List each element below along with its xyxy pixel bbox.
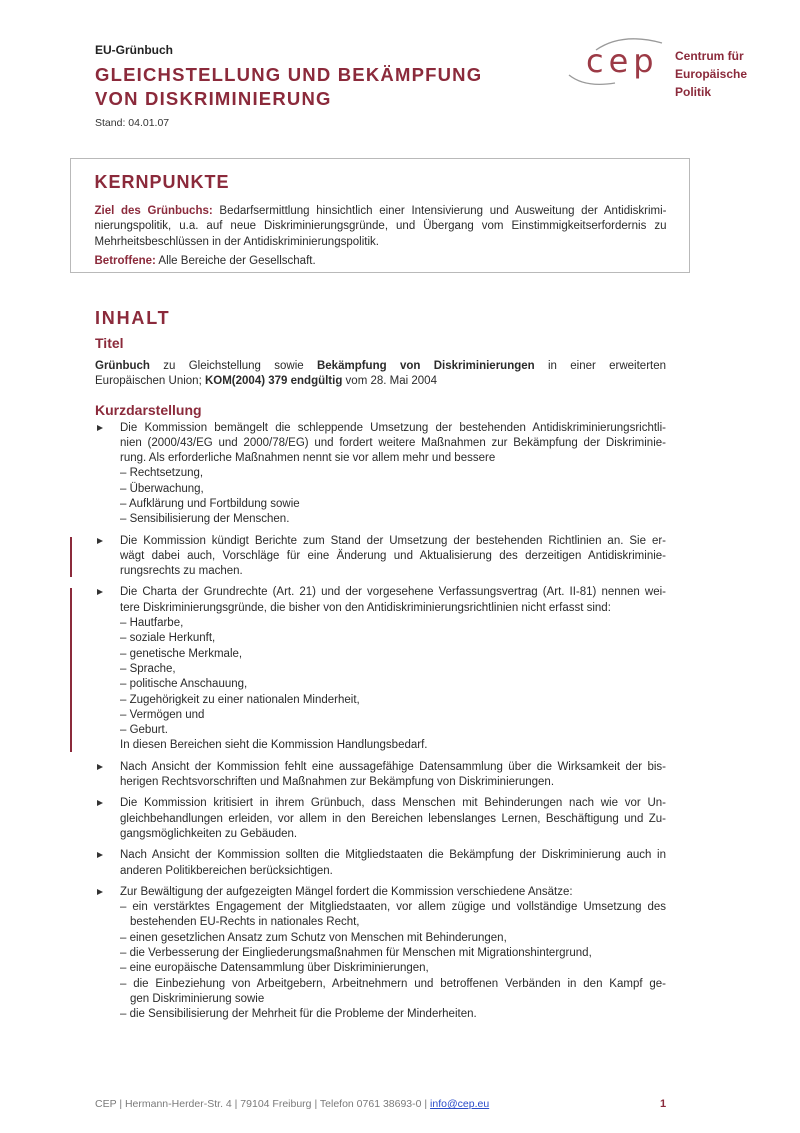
- title-line: GLEICHSTELLUNG UND BEKÄMPFUNG: [95, 64, 483, 85]
- bullet-text-line: Zur Bewältigung der aufgezeigten Mängel fordert die Kommission verschiedene Ansätze:: [120, 885, 573, 898]
- bullet-sub-item-line: – die Einbeziehung von Arbeitgebern, Arbeitnehmern und betroffenen Verbänden in den Kampf ge-: [120, 977, 666, 990]
- goal-paragraph: [95, 204, 667, 250]
- bullet-sub-item-line: – Sensibilisierung der Menschen.: [120, 513, 290, 526]
- title-subheading: Titel: [95, 335, 124, 351]
- summary-bullet: [95, 796, 666, 842]
- bullet-text-line: Die Kommission bemängelt die schleppende Umsetzung der bestehenden Antidiskriminierungsrichtli-: [120, 421, 666, 434]
- revision-bar: [70, 537, 72, 578]
- bullet-sub-item-line: – Vermögen und: [120, 708, 205, 721]
- bullet-sub-item-line: gen Diskriminierung sowie: [130, 992, 265, 1005]
- title-text-line: [95, 374, 666, 389]
- bullet-sub-item-line: – ein verstärktes Engagement der Mitgliedstaaten, vor allem zügige und vollständige Umsetzung des: [120, 901, 666, 914]
- bullet-sub-item-line: – die Sensibilisierung der Mehrheit für die Probleme der Minderheiten.: [120, 1008, 477, 1021]
- summary-bullet: [95, 848, 666, 879]
- bullet-text-line: Nach Ansicht der Kommission sollten die Mitgliedstaaten die Bekämpfung der Diskriminierung auch in: [120, 849, 666, 862]
- bullet-text-line: Die Charta der Grundrechte (Art. 21) und der vorgesehene Verfassungsvertrag (Art. II-81) nennen wei-: [120, 586, 666, 599]
- bullet-arrow-icon: [97, 538, 103, 544]
- text-run: Europäischen Union;: [95, 374, 205, 387]
- bullet-text-line: In diesen Bereichen sieht die Kommission Handlungsbedarf.: [120, 739, 428, 752]
- text-run: Bedarfsermittlung hinsichtlich einer Intensivierung und Ausweitung der Antidiskrimi-: [212, 205, 667, 217]
- goal-text-line: nierungspolitik, u.a. auf neue Diskriminierungsgründe, und Übergang vom Einstimmigkeitserfordernis zu: [94, 220, 667, 233]
- key-points-heading: KERNPUNKTE: [94, 171, 230, 192]
- email-link[interactable]: info@cep.eu: [430, 1098, 490, 1110]
- organisation-name: [675, 47, 747, 101]
- bullet-text-line: gangsmöglichkeiten zu Gebäuden.: [120, 827, 298, 840]
- bullet-sub-item-line: – die Verbesserung der Eingliederungsmaßnahmen für Menschen mit Migrationshintergrund,: [120, 947, 592, 959]
- bullet-arrow-icon: [97, 425, 103, 431]
- bullet-arrow-icon: [97, 800, 103, 806]
- text-run: zu Gleichstellung sowie: [149, 359, 317, 372]
- bullet-sub-item-line: – Hautfarbe,: [120, 617, 184, 630]
- bullet-sub-item-line: – Aufklärung und Fortbildung sowie: [120, 497, 300, 510]
- footer-address: CEP | Hermann-Herder-Str. 4 | 79104 Freiburg | Telefon 0761 38693-0 |: [95, 1098, 428, 1110]
- key-points-box: [70, 158, 690, 273]
- title-line: VON DISKRIMINIERUNG: [95, 88, 332, 109]
- cep-logo: [560, 30, 670, 95]
- bullet-text-line: wägt dabei auch, Vorschläge für eine Änderung und Aktualisierung des derzeitigen Antidiskriminie-: [120, 549, 666, 562]
- organisation-name-line: Centrum für: [675, 49, 744, 63]
- summary-bullet: [95, 885, 666, 1023]
- bullet-sub-item-line: – genetische Merkmale,: [120, 647, 243, 660]
- bullet-sub-item-line: – Geburt.: [120, 724, 168, 737]
- bullet-sub-item-line: – einen gesetzlichen Ansatz zum Schutz von Menschen mit Behinderungen,: [120, 931, 507, 944]
- content-heading: INHALT: [95, 308, 171, 328]
- document-title: [95, 63, 482, 111]
- bullet-sub-item-line: – soziale Herkunft,: [120, 632, 216, 645]
- summary-bullet: [95, 421, 666, 528]
- text-run: vom 28. Mai 2004: [342, 374, 437, 387]
- logo-mark: cep: [586, 42, 659, 80]
- bold-text: Bekämpfung von Diskriminierungen: [316, 359, 535, 372]
- summary-bullet: [95, 585, 666, 753]
- bullet-arrow-icon: [97, 764, 103, 770]
- bullet-text-line: rung. Als erforderliche Maßnahmen nennt sie vor allem mehr und bessere: [120, 452, 496, 465]
- bold-text: KOM(2004) 379 endgültig: [204, 374, 343, 387]
- organisation-name-line: Europäische: [675, 67, 748, 81]
- text-run: Alle Bereiche der Gesellschaft.: [155, 254, 316, 267]
- bullet-text-line: Die Kommission kritisiert in ihrem Grünbuch, dass Menschen mit Behinderungen nach wie vor Un-: [120, 797, 666, 810]
- bullet-sub-item-line: – Überwachung,: [120, 482, 204, 495]
- summary-bullet: [95, 760, 666, 791]
- bullet-sub-item-line: – Rechtsetzung,: [120, 467, 204, 480]
- page-number: 1: [660, 1098, 667, 1110]
- affected-paragraph: [95, 254, 667, 269]
- affected-text-line: [95, 254, 667, 269]
- revision-bar: [70, 588, 72, 751]
- inline-label: Ziel des Grünbuchs:: [94, 205, 213, 217]
- bullet-text-line: rungsrechts zu machen.: [120, 565, 243, 578]
- text-run: in einer erweiterten: [534, 359, 667, 372]
- bullet-arrow-icon: [97, 852, 103, 858]
- inline-label: Betroffene:: [94, 254, 156, 267]
- title-text-line: [95, 359, 666, 374]
- bullet-arrow-icon: [97, 889, 103, 895]
- bullet-text-line: gleichbehandlungen erleiden, vor allem in den Bereichen lebenslanges Lernen, Beschäftigung und Zu-: [120, 812, 666, 825]
- bullet-text-line: Nach Ansicht der Kommission fehlt eine aussagefähige Datensammlung über die Wirksamkeit der bis-: [120, 760, 666, 773]
- bullet-text-line: nien (2000/43/EG und 2000/78/EG) und fordert weitere Maßnahmen zur Bekämpfung der Diskriminie-: [120, 436, 666, 449]
- bullet-text-line: tere Diskriminierungsgründe, die bisher von den Antidiskriminierungsrichtlinien nicht erfasst sind:: [120, 601, 611, 614]
- footer-contact: [95, 1097, 489, 1111]
- bullet-sub-item-line: bestehenden EU-Rechts in nationales Recht,: [130, 916, 360, 929]
- bullet-text-line: Die Kommission kündigt Berichte zum Stand der Umsetzung der bestehenden Richtlinien an. Sie er-: [120, 534, 666, 547]
- bullet-text-line: herigen Rechtsvorschriften und Maßnahmen zur Bekämpfung von Diskriminierungen.: [120, 776, 555, 789]
- organisation-name-line: Politik: [675, 85, 712, 99]
- summary-bullet-list: [95, 421, 666, 1029]
- document-series: EU-Grünbuch: [95, 43, 173, 57]
- bullet-sub-item-line: – eine europäische Datensammlung über Diskriminierungen,: [120, 962, 429, 975]
- summary-subheading: Kurzdarstellung: [95, 402, 202, 418]
- title-paragraph: [95, 359, 666, 390]
- bullet-sub-item-line: – Zugehörigkeit zu einer nationalen Minderheit,: [120, 693, 360, 706]
- goal-text-line: [95, 204, 667, 219]
- bold-text: Grünbuch: [95, 359, 150, 372]
- goal-text-line: Mehrheitsbeschlüssen in der Antidiskriminierungspolitik.: [94, 235, 379, 248]
- bullet-arrow-icon: [97, 589, 103, 595]
- document-date: Stand: 04.01.07: [95, 117, 170, 129]
- summary-bullet: [95, 534, 666, 580]
- bullet-text-line: anderen Politikbereichen berücksichtigen.: [120, 864, 333, 877]
- bullet-sub-item-line: – politische Anschauung,: [120, 678, 248, 691]
- bullet-sub-item-line: – Sprache,: [120, 662, 176, 675]
